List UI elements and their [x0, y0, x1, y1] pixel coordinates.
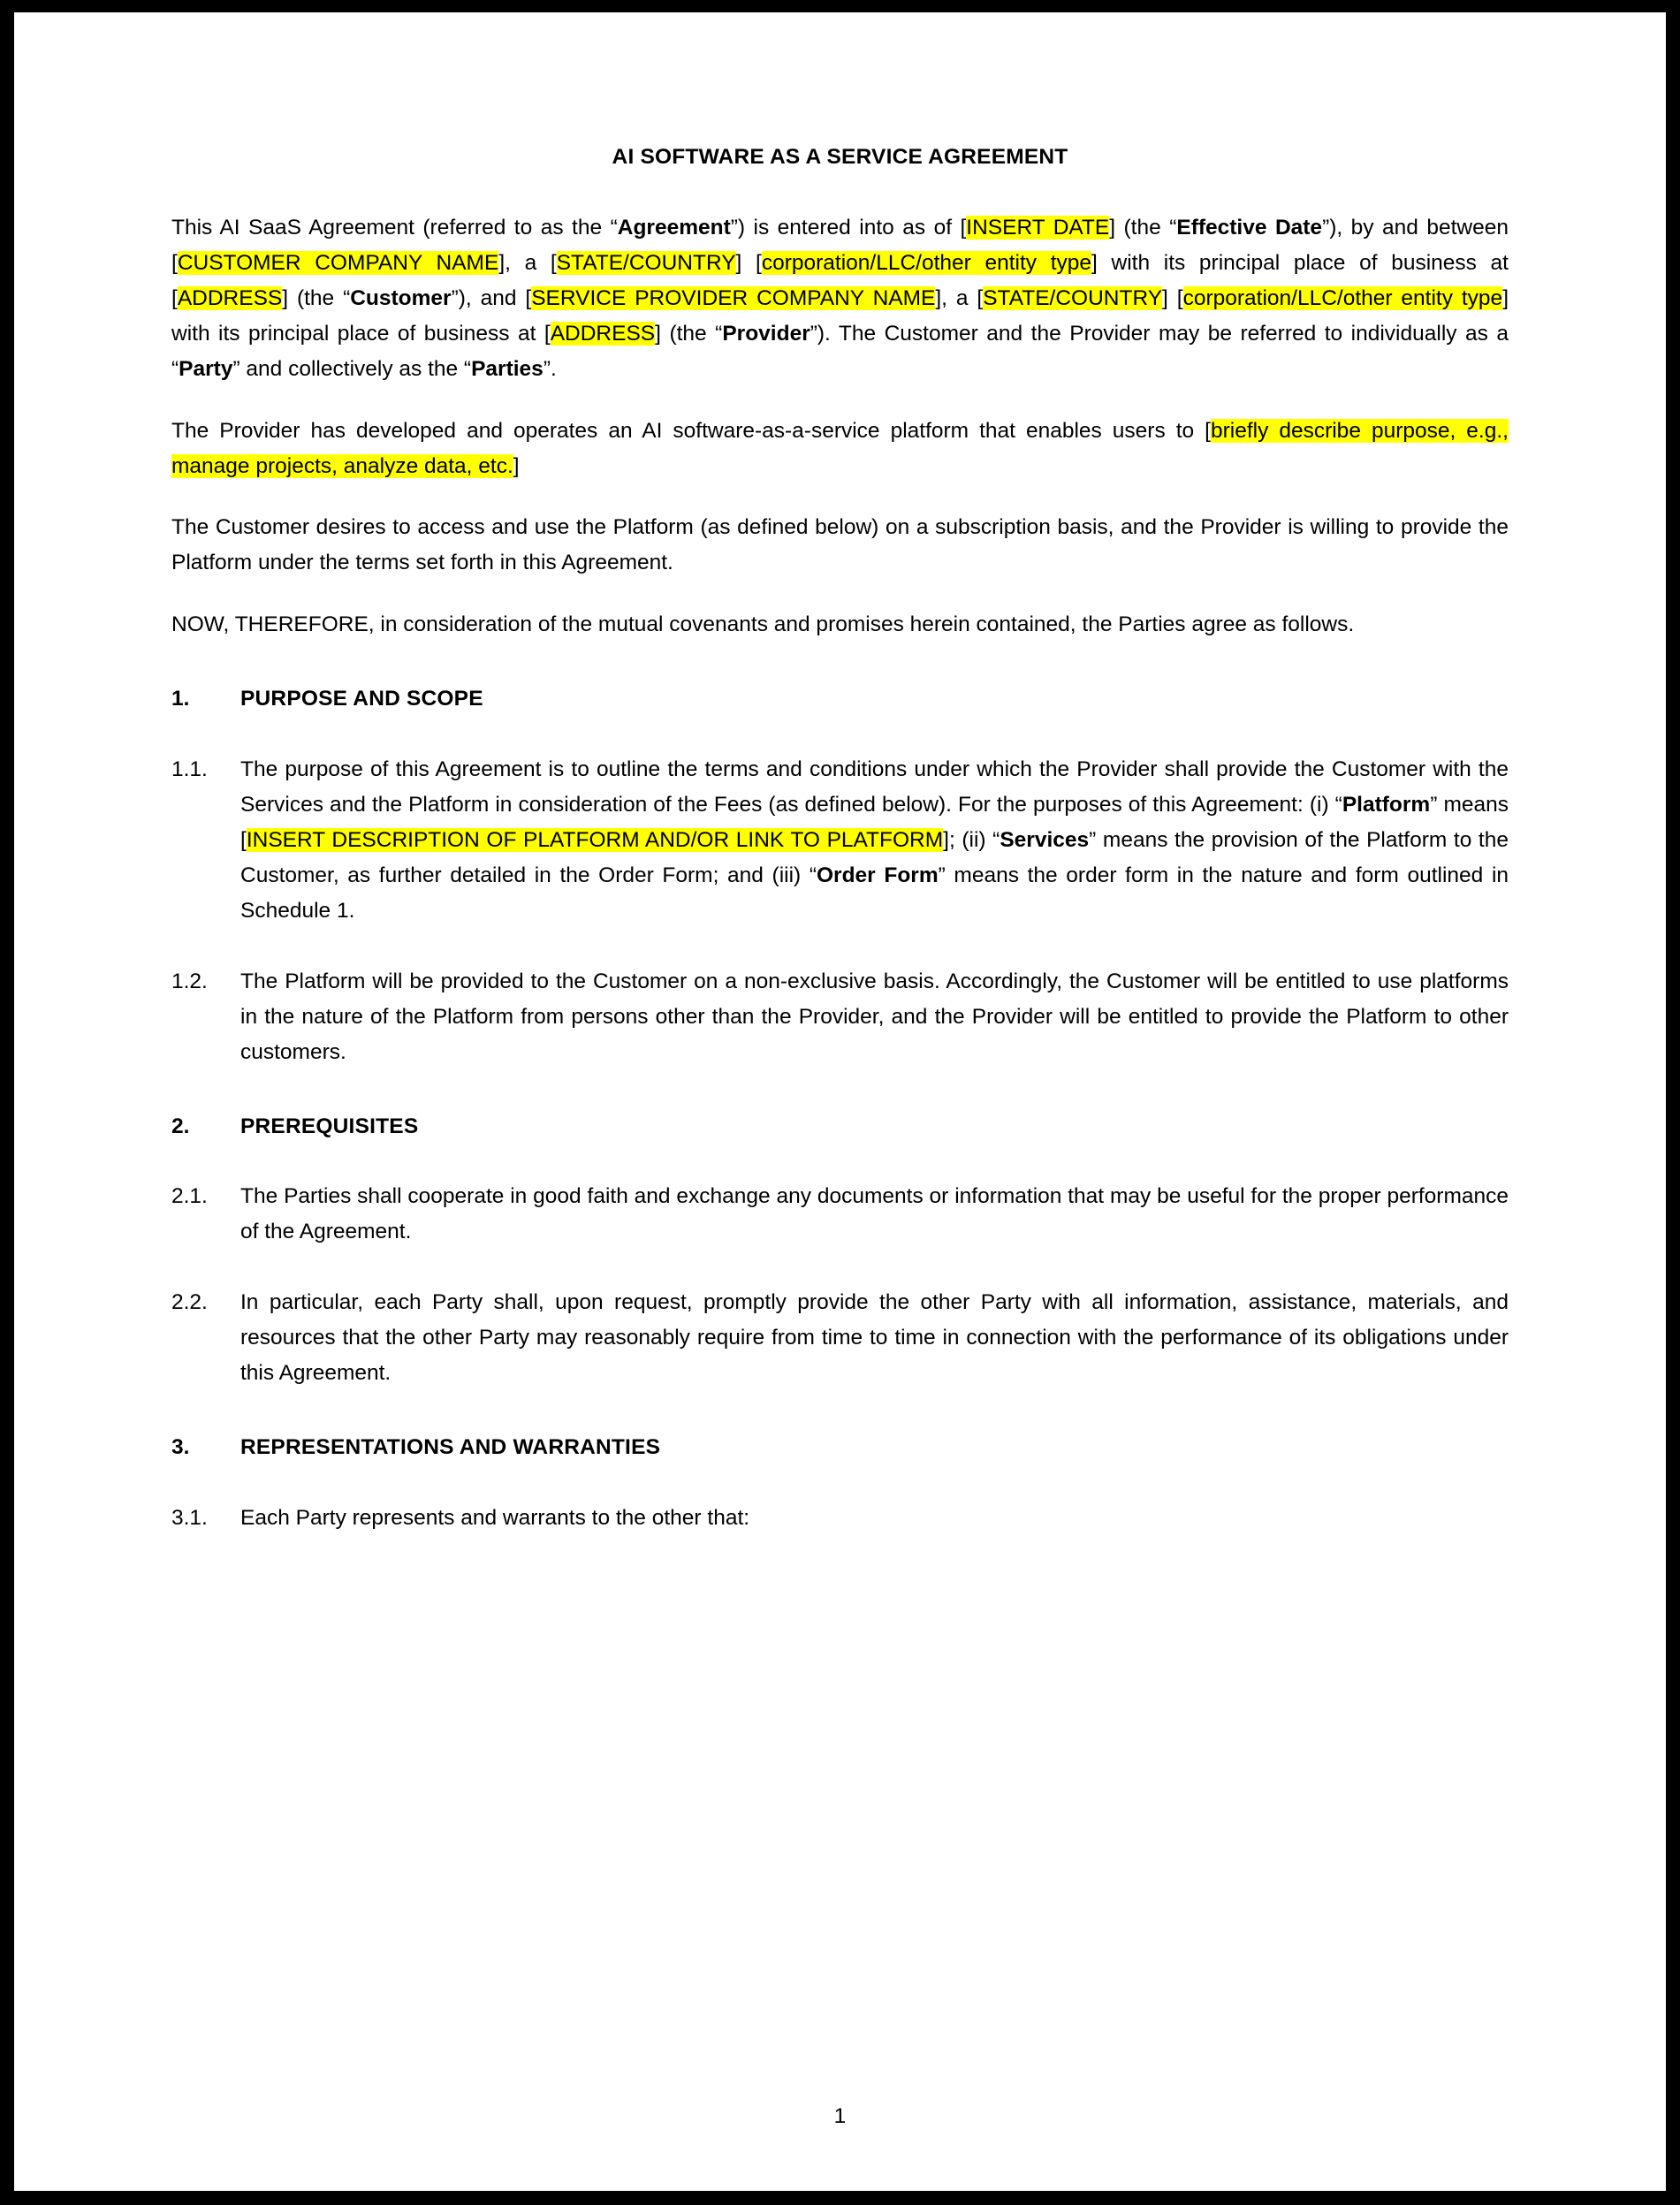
text-fragment: ] [: [735, 250, 762, 275]
clause-heading-1: [171, 681, 1509, 717]
clause-text: In particular, each Party shall, upon request, promptly provide the other Party with all information, assistance, materials, and resources that the other Party may reasonably require from time to time in connection with the performance of its obligations under this Agreement.: [240, 1290, 1509, 1386]
text-fragment: ”), by and between [: [171, 216, 1509, 275]
placeholder-customer-entity-type: corporation/LLC/other entity type: [761, 250, 1092, 275]
page-number: 1: [833, 2104, 847, 2128]
clause-number: 2.2.: [171, 1290, 208, 1315]
clause-number: 1.: [171, 687, 190, 711]
clause-number: 1.2.: [171, 969, 208, 993]
clause-title: PREREQUISITES: [240, 1114, 419, 1138]
defined-term-agreement: Agreement: [617, 216, 731, 240]
preamble-paragraph-1: [171, 210, 1509, 387]
text-fragment: ”), and [: [451, 285, 532, 310]
defined-term-effective-date: Effective Date: [1176, 216, 1323, 240]
clause-paragraph-2-1: [171, 1179, 1509, 1250]
text-fragment: ]; (ii) “: [943, 827, 1000, 852]
text-fragment: ” means the order form in the nature and form outlined in Schedule 1.: [240, 863, 1509, 923]
text-fragment: ”). The Customer and the Provider may be referred to individually as a “: [171, 321, 1509, 381]
text-fragment: ], a [: [935, 285, 984, 310]
defined-term-services: Services: [1000, 827, 1090, 852]
clause-heading-2: [171, 1109, 1509, 1144]
defined-term-provider: Provider: [722, 321, 810, 346]
clause-paragraph-1-2: [171, 964, 1509, 1070]
clause-number: 2.: [171, 1114, 190, 1138]
text-fragment: ” means the provision of the Platform to the Customer, as further detailed in the Order Form; and (iii) “: [240, 827, 1509, 887]
preamble-paragraph-3: The Customer desires to access and use the Platform (as defined below) on a subscription basis, and the Provider is willing to provide the Platform under the terms set forth in this Agreement.: [171, 515, 1509, 575]
preamble-paragraph-2: [171, 414, 1509, 484]
clause-text: The Parties shall cooperate in good faith and exchange any documents or information that may be useful for the proper performance of the Agreement.: [240, 1184, 1509, 1244]
defined-term-platform: Platform: [1342, 793, 1431, 817]
clause-number: 3.: [171, 1435, 190, 1460]
text-fragment: ” and collectively as the “: [232, 356, 472, 381]
text-fragment: ] (the “: [282, 285, 351, 310]
clause-heading-3: [171, 1430, 1509, 1465]
document-page: [14, 12, 1666, 2191]
text-fragment: ] with its principal place of business at [: [171, 285, 1509, 346]
clause-paragraph-2-2: [171, 1285, 1509, 1391]
placeholder-customer-state-country: STATE/COUNTRY: [556, 250, 736, 275]
text-fragment: The purpose of this Agreement is to outline the terms and conditions under which the Provider shall provide the Customer with the Services and the Platform in consideration of the Fees (as defined below). For the purposes of this Agreement: (i) “: [240, 757, 1509, 817]
placeholder-provider-address: ADDRESS: [550, 321, 656, 346]
placeholder-provider-company-name: SERVICE PROVIDER COMPANY NAME: [531, 285, 936, 310]
defined-term-order-form: Order Form: [817, 863, 939, 887]
text-fragment: ] (the “: [655, 321, 723, 346]
clause-number: 3.1.: [171, 1505, 208, 1530]
text-fragment: This AI SaaS Agreement (referred to as the “: [171, 216, 618, 240]
placeholder-customer-address: ADDRESS: [177, 285, 283, 310]
text-fragment: The Provider has developed and operates an AI software-as-a-service platform that enables users to [: [171, 418, 1211, 443]
text-fragment: ” means [: [240, 793, 1509, 852]
clause-paragraph-3-1: [171, 1501, 1509, 1536]
placeholder-customer-company-name: CUSTOMER COMPANY NAME: [177, 250, 499, 275]
defined-term-parties: Parties: [471, 356, 544, 381]
clause-text: Each Party represents and warrants to the other that:: [240, 1505, 750, 1530]
clause-title: REPRESENTATIONS AND WARRANTIES: [240, 1435, 661, 1460]
placeholder-insert-date: INSERT DATE: [966, 216, 1110, 240]
page-title: AI SOFTWARE AS A SERVICE AGREEMENT: [612, 145, 1068, 169]
text-fragment: ]: [513, 453, 520, 478]
defined-term-customer: Customer: [350, 285, 452, 310]
clause-number: 1.1.: [171, 757, 208, 782]
text-fragment: ] [: [1162, 285, 1183, 310]
clause-text: [240, 752, 1509, 929]
placeholder-provider-state-country: STATE/COUNTRY: [983, 285, 1163, 310]
text-fragment: ”) is entered into as of [: [730, 216, 967, 240]
clause-title: PURPOSE AND SCOPE: [240, 687, 483, 711]
placeholder-provider-entity-type: corporation/LLC/other entity type: [1182, 285, 1503, 310]
clause-paragraph-1-1: [171, 752, 1509, 929]
clause-number: 2.1.: [171, 1184, 208, 1209]
placeholder-platform-purpose: briefly describe purpose, e.g., manage projects, analyze data, etc.: [171, 418, 1509, 478]
defined-term-party: Party: [179, 356, 233, 381]
text-fragment: ] (the “: [1109, 216, 1177, 240]
text-fragment: ], a [: [498, 250, 557, 275]
clause-text: The Platform will be provided to the Customer on a non-exclusive basis. Accordingly, the Customer will be entitled to use platforms in the nature of the Platform from persons other than the Provider, and the Provider will be entitled to provide the Platform to other customers.: [240, 969, 1509, 1064]
text-fragment: ] with its principal place of business at [: [171, 250, 1509, 310]
preamble-paragraph-4: NOW, THEREFORE, in consideration of the mutual covenants and promises herein contained, the Parties agree as follows.: [171, 612, 1355, 637]
placeholder-platform-description: INSERT DESCRIPTION OF PLATFORM AND/OR LINK TO PLATFORM: [246, 827, 944, 852]
text-fragment: ”.: [543, 356, 557, 381]
